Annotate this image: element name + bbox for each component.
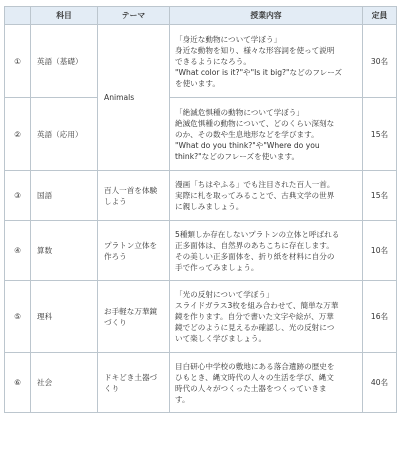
content-cell: [170, 281, 363, 353]
content-line: のか、その数や生息地形などを学びます。: [175, 129, 319, 139]
row-number: ⑤: [5, 281, 31, 353]
content-cell: [170, 98, 363, 171]
theme-line: しよう: [104, 196, 127, 206]
subject-cell: 国語: [31, 171, 98, 221]
content-line: に親しみましょう。: [175, 202, 244, 211]
content-cell: [170, 171, 363, 221]
theme-cell: [98, 221, 170, 281]
content-line: 「絶滅危惧種の動物について学ぼう」: [175, 107, 304, 117]
theme-line: 百人一首を体験: [104, 185, 158, 195]
subject-cell: 算数: [31, 221, 98, 281]
header-number: [5, 7, 31, 25]
subject-cell: 英語（応用）: [31, 98, 98, 171]
content-line: 実際に札を取ってみることで、古典文学の世界: [175, 191, 335, 200]
table-row: [5, 221, 397, 281]
row-number: ①: [5, 25, 31, 98]
theme-cell: [98, 281, 170, 353]
content-line: think?"などのフレーズを使います。: [175, 151, 300, 161]
content-line: "What do you think?"や"Where do you: [175, 140, 320, 150]
capacity-cell: 10名: [363, 221, 397, 281]
content-line: す。: [175, 394, 190, 404]
content-line: 身近な動物を知り、様々な形容詞を使って説明: [175, 45, 335, 55]
header-content: 授業内容: [170, 7, 363, 25]
content-line: 時代の人々がつくった土器をつくっていきま: [175, 383, 327, 393]
content-line: ひもとき、縄文時代の人々の生活を学び、縄文: [175, 372, 334, 382]
table-header-row: [5, 7, 397, 25]
content-line: 鏡でどのように見えるか確認し、光の反射につ: [175, 323, 335, 332]
subject-cell: 社会: [31, 353, 98, 413]
content-line: 絶滅危惧種の動物について、どのくらい深刻な: [175, 118, 335, 128]
content-line: できるようになろう。: [175, 56, 251, 66]
header-capacity: 定員: [363, 7, 397, 25]
subject-cell: 理科: [31, 281, 98, 353]
content-line: 手で作ってみましょう。: [175, 262, 259, 272]
content-line: 「光の反射について学ぼう」: [175, 290, 274, 299]
content-cell: [170, 221, 363, 281]
capacity-cell: 30名: [363, 25, 397, 98]
content-line: 目白研心中学校の敷地にある落合遺跡の歴史を: [175, 361, 335, 371]
content-line: を使います。: [175, 78, 220, 88]
capacity-cell: 16名: [363, 281, 397, 353]
header-subject: 科目: [31, 7, 98, 25]
row-number: ④: [5, 221, 31, 281]
header-theme: テーマ: [98, 7, 170, 25]
theme-line: づくり: [104, 317, 127, 327]
course-table: [4, 6, 397, 413]
theme-cell: [98, 353, 170, 413]
content-cell: [170, 25, 363, 98]
content-line: 5種類しか存在しないプラトンの立体と呼ばれる: [175, 229, 340, 239]
theme-cell: [98, 25, 170, 171]
capacity-cell: 15名: [363, 98, 397, 171]
theme-cell: [98, 171, 170, 221]
theme-line: ドキどき土器づ: [104, 372, 158, 382]
theme-text: Animals: [104, 93, 135, 102]
content-line: 漫画「ちはやふる」でも注目された百人一首。: [175, 180, 335, 189]
theme-line: プラトン立体を: [104, 240, 158, 250]
content-line: 鏡を作ります。自分で書いた文字や絵が、万華: [175, 312, 334, 321]
row-number: ③: [5, 171, 31, 221]
content-line: 正多面体は、自然界のあちこちに存在します。: [175, 240, 334, 250]
content-line: その美しい正多面体を、折り紙を材料に自分の: [175, 251, 335, 261]
theme-line: 作ろう: [104, 251, 127, 261]
content-cell: [170, 353, 363, 413]
content-line: "What color is it?"や"Is it big?"などのフレーズ: [175, 67, 343, 77]
subject-cell: 英語（基礎）: [31, 25, 98, 98]
table-row: [5, 171, 397, 221]
content-line: スライドガラス3枚を組み合わせて、簡単な万華: [175, 301, 339, 310]
capacity-cell: 40名: [363, 353, 397, 413]
table-row: [5, 25, 397, 98]
table-row: [5, 281, 397, 353]
content-line: いて楽しく学びましょう。: [175, 334, 267, 343]
table-row: [5, 98, 397, 171]
course-table-container: [4, 6, 396, 413]
row-number: ⑥: [5, 353, 31, 413]
content-line: 「身近な動物について学ぼう」: [175, 34, 282, 44]
theme-line: お手軽な万華鏡: [104, 306, 158, 316]
theme-line: くり: [104, 383, 120, 393]
capacity-cell: 15名: [363, 171, 397, 221]
table-row: [5, 353, 397, 413]
row-number: ②: [5, 98, 31, 171]
